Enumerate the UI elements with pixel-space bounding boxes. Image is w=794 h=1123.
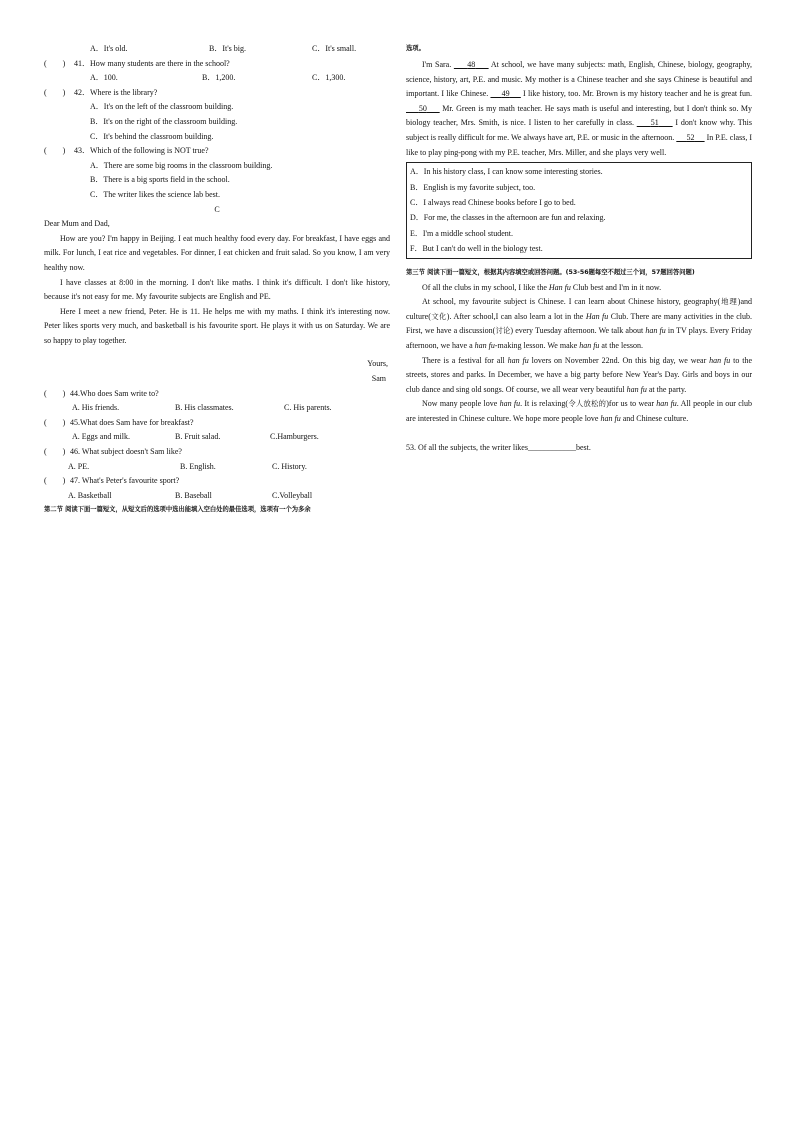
- letter-greeting: Dear Mum and Dad,: [44, 219, 110, 229]
- q46-option-a[interactable]: A. PE.: [68, 461, 90, 471]
- q41-options: [44, 71, 390, 86]
- q45-options: [44, 430, 390, 445]
- q46-option-c[interactable]: C. History.: [272, 461, 307, 471]
- question-47: [44, 474, 390, 489]
- q41-option-b[interactable]: B．1,200.: [202, 73, 236, 83]
- q45-option-a[interactable]: A. Eggs and milk.: [72, 432, 130, 442]
- cloze-text: I'm Sara.: [422, 60, 454, 69]
- cloze-text: Mr. Green is my math teacher. He says math is useful and interesting, but I don't think so. My biology teacher, Mrs. Smith, is nice. I listen to her carefully in class.: [406, 103, 752, 128]
- q44-option-b[interactable]: B. His classmates.: [175, 403, 234, 413]
- answer-bracket[interactable]: ( ): [44, 58, 66, 68]
- q40-options: [44, 42, 390, 57]
- question-53: [406, 441, 752, 456]
- question-43: [44, 144, 390, 159]
- answer-blank-53[interactable]: ____________: [527, 442, 576, 452]
- q46-options: [44, 460, 390, 475]
- question-text: 47. What's Peter's favourite sport?: [70, 476, 180, 486]
- q45-option-b[interactable]: B. Fruit salad.: [175, 432, 221, 442]
- question-text: 53. Of all the subjects, the writer likes: [406, 442, 528, 452]
- question-text: 45.What does Sam have for breakfast?: [70, 417, 194, 427]
- blank-51[interactable]: 51: [650, 118, 659, 128]
- question-text: 42．Where is the library?: [74, 87, 158, 97]
- question-45: [44, 416, 390, 431]
- hanfu-paragraph-4: Now many people love han fu. It is relaxing(令人放松的)for us to wear han fu. All people in our club are interested in Chinese culture. We hope more people love han fu and Chinese culture.: [406, 399, 752, 423]
- letter-closing: Yours,: [367, 359, 388, 369]
- question-text: 43．Which of the following is NOT true?: [74, 146, 209, 156]
- hanfu-paragraph-3: There is a festival for all han fu lovers on November 22nd. On this big day, we wear han fu to the streets, stores and parks. In December, we have a big party before New Year's Day. Girls and boys in our club dance and sing old songs. Of course, we all wear very beautiful han fu at the party.: [406, 355, 753, 394]
- q42-option-c[interactable]: C．It's behind the classroom building.: [90, 131, 214, 141]
- options-box: [406, 162, 752, 258]
- q43-option-a[interactable]: A．There are some big rooms in the classroom building.: [90, 160, 273, 170]
- blank-50[interactable]: 50: [418, 103, 427, 113]
- section-3-heading: 第三节 阅读下面一篇短文，根据其内容填空或回答问题。(53-56题每空不超过三个词，57题回答问题): [406, 268, 695, 276]
- letter-paragraph-1: How are you? I'm happy in Beijing. I eat much healthy food every day. For breakfast, I have eggs and milk. For lunch, I eat rice and vegetables. For dinner, I eat chicken and fruit salad. So you know, I am very healthy now.: [44, 233, 390, 272]
- q47-option-a[interactable]: A. Basketball: [68, 490, 112, 500]
- letter-signature: Sam: [371, 374, 386, 384]
- answer-bracket[interactable]: ( ): [44, 388, 66, 398]
- question-46: [44, 445, 390, 460]
- option-e[interactable]: E．I'm a middle school student.: [410, 228, 513, 238]
- letter-paragraph-3: Here I meet a new friend, Peter. He is 11. He helps me with my maths. I think it's interesting now. Peter likes sports very much, and basketball is his favourite sport. He plays it with us on Saturday. We are so happy to play together.: [44, 306, 390, 345]
- blank-48[interactable]: 48: [467, 60, 476, 69]
- q44-option-c[interactable]: C. His parents.: [284, 403, 332, 413]
- q46-option-b[interactable]: B. English.: [180, 461, 216, 471]
- q47-option-b[interactable]: B. Baseball: [175, 490, 212, 500]
- answer-bracket[interactable]: ( ): [44, 447, 66, 457]
- option-b[interactable]: B．English is my favorite subject, too.: [410, 182, 536, 192]
- q42-option-b[interactable]: B．It's on the right of the classroom building.: [90, 116, 238, 126]
- q42-option-a[interactable]: A．It's on the left of the classroom building.: [90, 102, 234, 112]
- q40-option-b[interactable]: B．It's big.: [209, 44, 246, 53]
- passage-c-label: C: [214, 204, 220, 214]
- question-42: [44, 86, 390, 101]
- letter-paragraph-2: I have classes at 8:00 in the morning. I don't like maths. I think it's difficult. I don't like history, because it's not easy for me. My favourite subjects are English and PE.: [44, 277, 390, 302]
- hanfu-paragraph-1: Of all the clubs in my school, I like the Han fu Club best and I'm in it now.: [422, 282, 662, 292]
- question-text: 46. What subject doesn't Sam like?: [70, 447, 182, 457]
- right-column: [406, 42, 752, 455]
- cloze-text: At school, we have many subjects: math, English, Chinese, biology, geography, science, history, art, P.E. and music. My mother is a Chinese teacher and she says Chinese is beautiful and important. I like Chinese.: [406, 60, 753, 99]
- question-text: best.: [575, 442, 591, 452]
- question-41: [44, 57, 390, 72]
- answer-bracket[interactable]: ( ): [44, 87, 66, 97]
- q47-option-c[interactable]: C.Volleyball: [272, 490, 313, 500]
- blank-49[interactable]: 49: [501, 89, 510, 99]
- q45-option-c[interactable]: C.Hamburgers.: [270, 432, 319, 442]
- q44-options: [44, 401, 390, 416]
- q41-option-c[interactable]: C．1,300.: [312, 73, 346, 83]
- q43-option-c[interactable]: C．The writer likes the science lab best.: [90, 189, 220, 199]
- cloze-text: In P.E. class, I like to play ping-pong with my P.E. teacher, Mrs. Miller, and she plays very well.: [406, 132, 753, 157]
- q44-option-a[interactable]: A. His friends.: [72, 403, 120, 413]
- q43-option-b[interactable]: B．There is a big sports field in the school.: [90, 175, 230, 185]
- answer-bracket[interactable]: ( ): [44, 417, 66, 427]
- hanfu-paragraph-2: At school, my favourite subject is Chinese. I can learn about Chinese history, geography(地理)and culture(文化). After school,I can also learn a lot in the Han fu Club. There are many activities in the club. First, we have a discussion(讨论) every Tuesday afternoon. We talk about han fu in TV plays. Every Friday afternoon, we have a han fu-making lesson. We make han fu at the lesson.: [406, 297, 753, 350]
- answer-bracket[interactable]: ( ): [44, 146, 66, 156]
- option-d[interactable]: D．For me, the classes in the afternoon are fun and relaxing.: [410, 213, 606, 223]
- q40-option-a[interactable]: A．It's old.: [90, 44, 128, 53]
- answer-bracket[interactable]: ( ): [44, 476, 66, 486]
- option-a[interactable]: A．In his history class, I can know some interesting stories.: [410, 167, 603, 177]
- cloze-passage: [406, 58, 752, 160]
- question-44: [44, 387, 390, 402]
- left-column: [44, 42, 390, 516]
- section-2-heading: 第二节 阅读下面一篇短文，从短文后的选项中选出能填入空白处的最佳选项，选项有一个为多余: [44, 506, 311, 514]
- section-2-heading-continued: 选项。: [406, 45, 425, 52]
- blank-52[interactable]: 52: [686, 132, 695, 142]
- q47-options: [44, 489, 390, 504]
- q40-option-c[interactable]: C．It's small.: [312, 44, 357, 53]
- q41-option-a[interactable]: A．100.: [90, 73, 118, 83]
- cloze-text: I like history, too. Mr. Brown is my history teacher and he is great fun.: [520, 89, 752, 99]
- question-text: 41．How many students are there in the school?: [74, 58, 230, 68]
- option-c[interactable]: C．I always read Chinese books before I go to bed.: [410, 197, 576, 207]
- cloze-text: I don't know why. This subject is really difficult for me. We always have art, P.E. or music in the afternoon.: [406, 118, 753, 142]
- option-f[interactable]: F．But I can't do well in the biology test.: [410, 244, 543, 254]
- question-text: 44.Who does Sam write to?: [70, 388, 159, 398]
